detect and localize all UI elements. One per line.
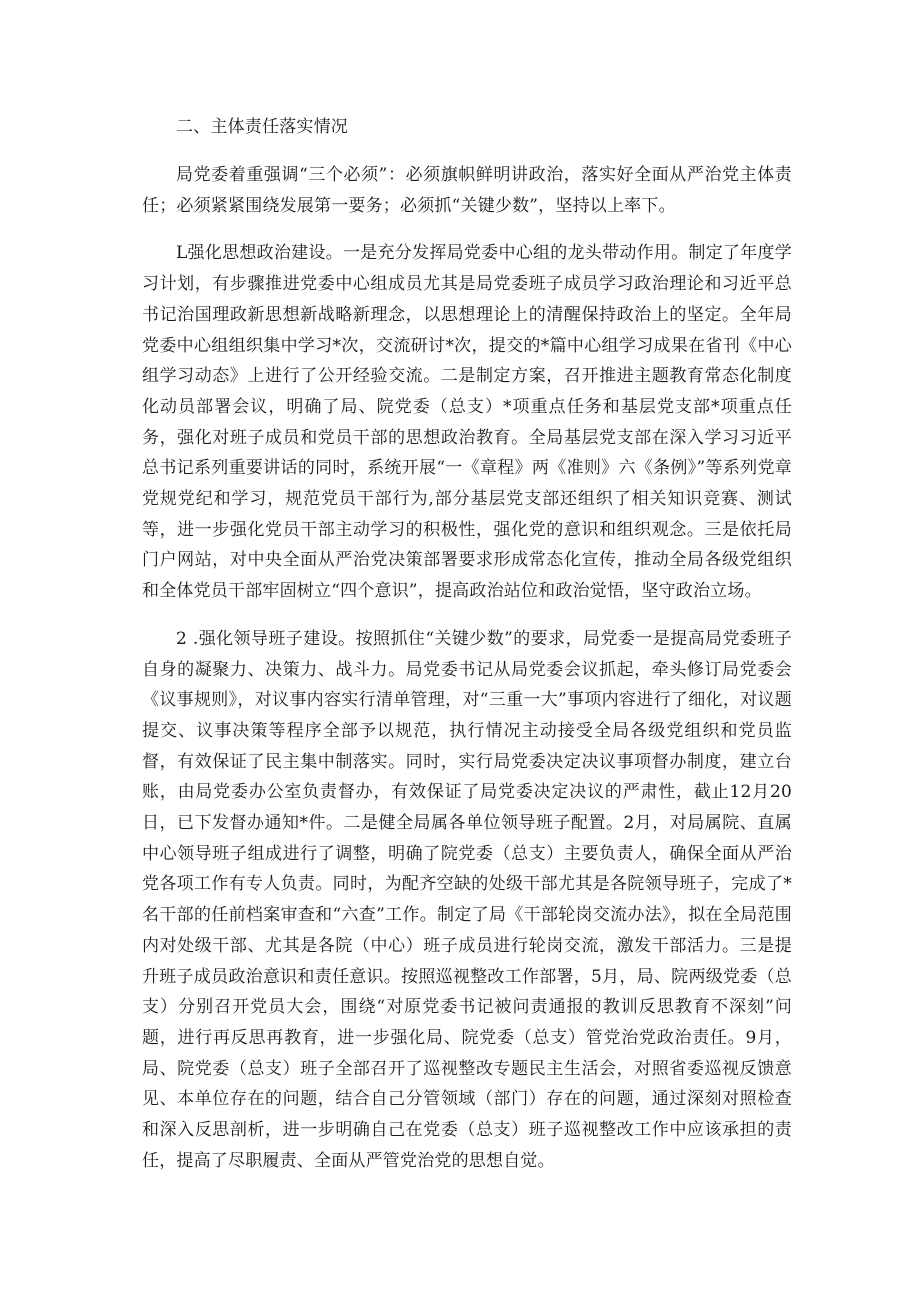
document-body bbox=[142, 112, 792, 1194]
section-heading: 二、主体责任落实情况 bbox=[176, 117, 348, 137]
paragraph-ideology: L强化思想政治建设。一是充分发挥局党委中心组的龙头带动作用。制定了年度学习计划，有步骤推进党委中心组成员尤其是局党委班子成员学习政治理论和习近平总书记治国理政新思想新战略新理念，以思想理论上的清醒保持政治上的坚定。全年局党委中心组组织集中学习*次，交流研讨*次，提交的*篇中心组学习成果在省刊《中心组学习动态》上进行了公开经验交流。二是制定方案，召开推进主题教育常态化制度化动员部署会议，明确了局、院党委（总支）*项重点任务和基层党支部*项重点任务，强化对班子成员和党员干部的思想政治教育。全局基层党支部在深入学习习近平总书记系列重要讲话的同时，系统开展“一《章程》两《准则》六《条例》”等系列党章党规党纪和学习，规范党员干部行为,部分基层党支部还组织了相关知识竞赛、测试等，进一步强化党员干部主动学习的积极性，强化党的意识和组织观念。三是依托局门户网站，对中央全面从严治党决策部署要求形成常态化宣传，推动全局各级党组织和全体党员干部牢固树立“四个意识”，提高政治站位和政治觉悟，坚守政治立场。 bbox=[142, 243, 792, 602]
paragraph-intro: 局党委着重强调“三个必须”：必须旗帜鲜明讲政治，落实好全面从严治党主体责任；必须紧紧围绕发展第一要务；必须抓“关键少数”，坚持以上率下。 bbox=[142, 165, 792, 216]
paragraph-leadership: 2 .强化领导班子建设。按照抓住“关键少数”的要求，局党委一是提高局党委班子自身的凝聚力、决策力、战斗力。局党委书记从局党委会议抓起，牵头修订局党委会《议事规则》，对议事内容实行清单管理，对“三重一大”事项内容进行了细化，对议题提交、议事决策等程序全部予以规范，执行情况主动接受全局各级党组织和党员监督，有效保证了民主集中制落实。同时，实行局党委决定决议事项督办制度，建立台账，由局党委办公室负责督办，有效保证了局党委决定决议的严肃性，截止12月20日，已下发督办通知*件。二是健全局属各单位领导班子配置。2月，对局属院、直属中心领导班子组成进行了调整，明确了院党委（总支）主要负责人，确保全面从严治党各项工作有专人负责。同时，为配齐空缺的处级干部尤其是各院领导班子，完成了*名干部的任前档案审查和“六查”工作。制定了局《干部轮岗交流办法》，拟在全局范围内对处级干部、尤其是各院（中心）班子成员进行轮岗交流，激发干部活力。三是提升班子成员政治意识和责任意识。按照巡视整改工作部署，5月，局、院两级党委（总支）分别召开党员大会，围绕“对原党委书记被问责通报的教训反思教育不深刻”问题，进行再反思再教育，进一步强化局、院党委（总支）管党治党政治责任。9月，局、院党委（总支）班子全部召开了巡视整改专题民主生活会，对照省委巡视反馈意见、本单位存在的问题，结合自己分管领域（部门）存在的问题，通过深刻对照检查和深入反思剖析，进一步明确自己在党委（总支）班子巡视整改工作中应该承担的责任，提高了尽职履责、全面从严管党治党的思想自觉。 bbox=[142, 628, 792, 1171]
